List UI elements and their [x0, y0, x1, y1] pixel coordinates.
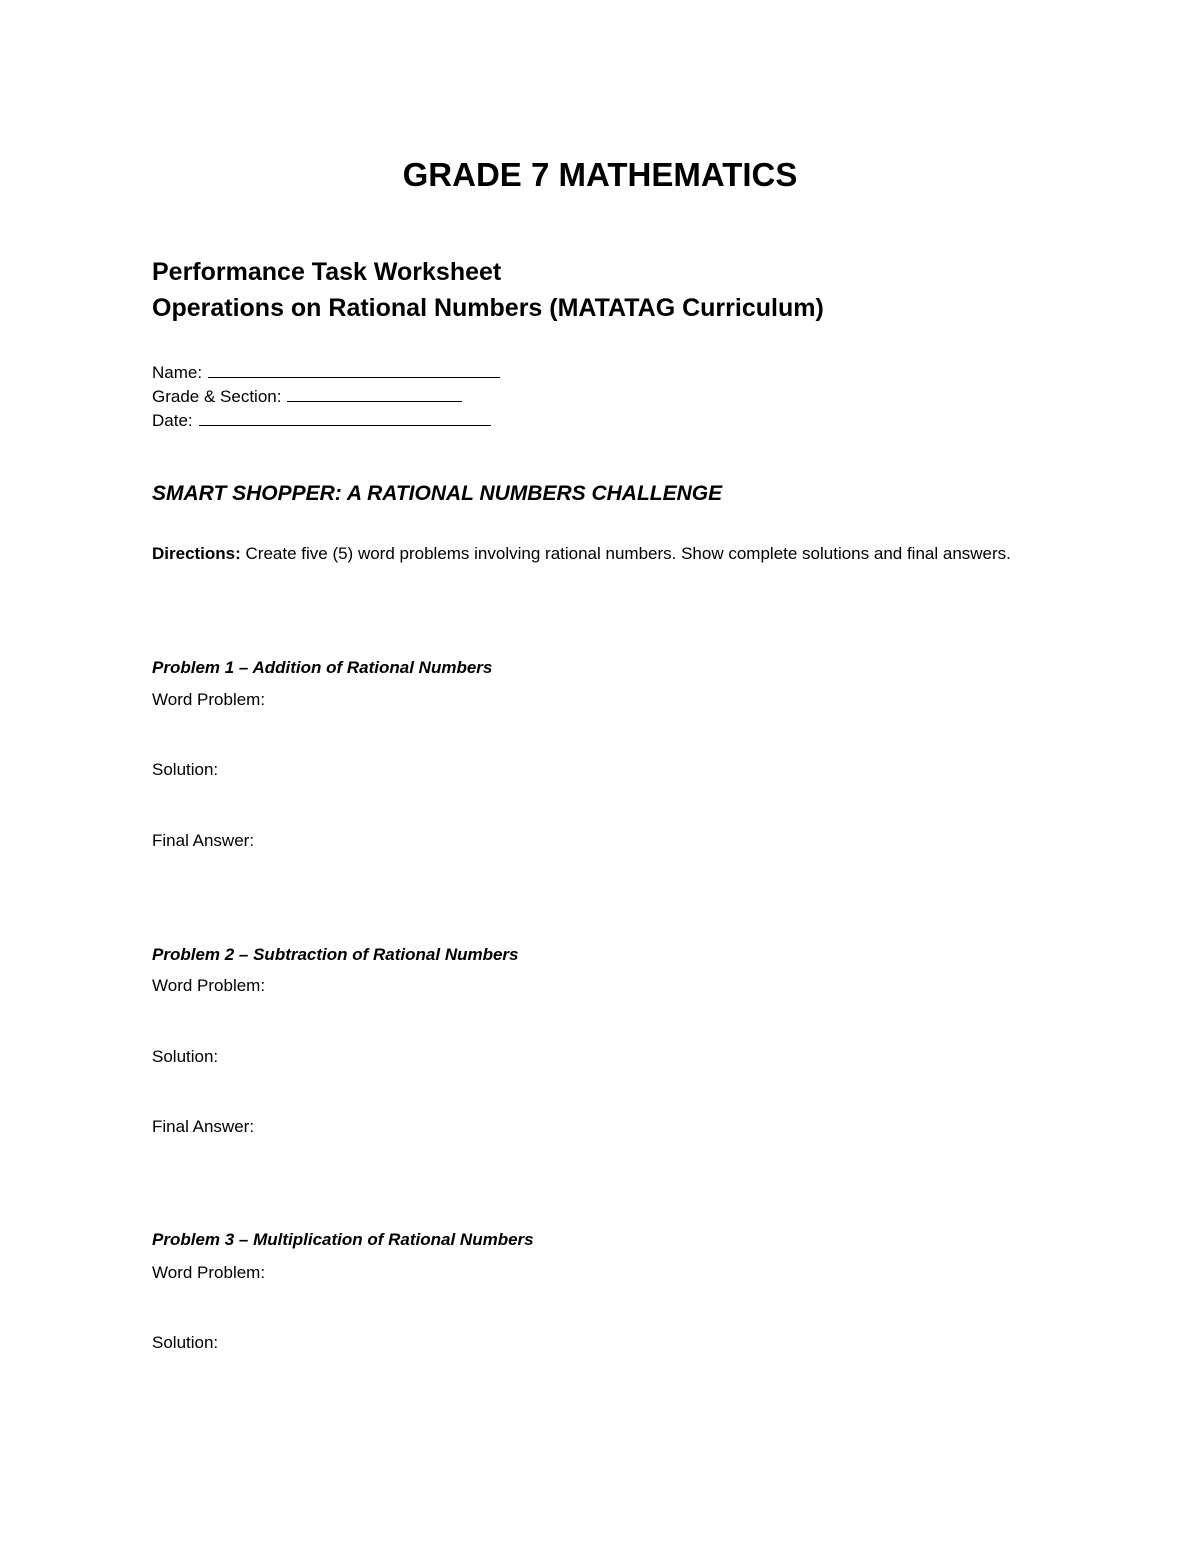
date-field[interactable]: [152, 409, 491, 433]
name-field[interactable]: [152, 361, 500, 385]
problem-1-heading: Problem 1 – Addition of Rational Numbers: [152, 658, 493, 677]
problem-2-word-problem-label: Word Problem:: [152, 976, 266, 995]
grade-section-label: Grade & Section:: [152, 387, 282, 406]
problem-2-solution-label: Solution:: [152, 1047, 219, 1066]
problem-1-word-problem-label: Word Problem:: [152, 690, 266, 709]
problem-1-final-answer-label: Final Answer:: [152, 831, 255, 850]
challenge-title: SMART SHOPPER: A RATIONAL NUMBERS CHALLENGE: [152, 482, 723, 505]
date-label: Date:: [152, 411, 193, 430]
directions-label: Directions:: [152, 544, 241, 563]
problem-3-solution-label: Solution:: [152, 1333, 219, 1352]
grade-section-blank-line[interactable]: [287, 385, 462, 402]
directions: [152, 541, 1052, 566]
problem-1-solution-label: Solution:: [152, 760, 219, 779]
topic-subtitle: Operations on Rational Numbers (MATATAG Curriculum): [152, 294, 824, 322]
directions-text: Create five (5) word problems involving rational numbers. Show complete solutions and final answers.: [240, 544, 1011, 563]
problem-2-heading: Problem 2 – Subtraction of Rational Numbers: [152, 945, 519, 964]
name-label: Name:: [152, 363, 203, 382]
worksheet-subtitle: Performance Task Worksheet: [152, 258, 502, 286]
name-blank-line[interactable]: [208, 361, 500, 378]
date-blank-line[interactable]: [199, 409, 491, 426]
problem-2-final-answer-label: Final Answer:: [152, 1117, 255, 1136]
problem-3-word-problem-label: Word Problem:: [152, 1263, 266, 1282]
problem-3-heading: Problem 3 – Multiplication of Rational Numbers: [152, 1230, 534, 1249]
page-title: GRADE 7 MATHEMATICS: [402, 156, 798, 193]
grade-section-field[interactable]: [152, 385, 462, 409]
